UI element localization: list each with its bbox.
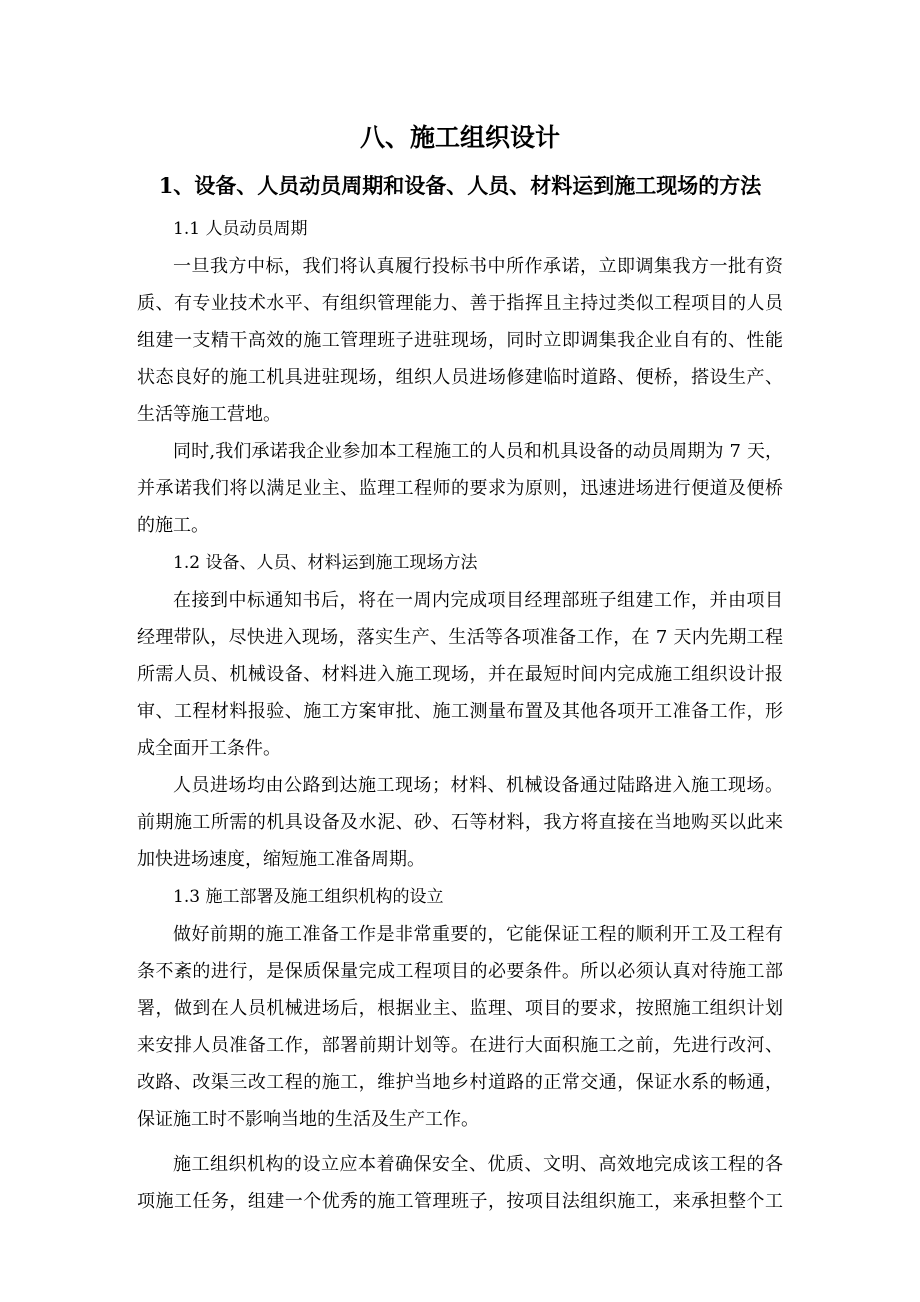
paragraph-3 [137, 582, 783, 767]
paragraph-2 [137, 433, 783, 544]
paragraph-line: 审、工程材料报验、施工方案审批、施工测量布置及其他各项开工准备工作，形 [137, 701, 783, 722]
section-heading: 1、设备、人员动员周期和设备、人员、材料运到施工现场的方法 [158, 173, 762, 198]
paragraph-line: 生活等施工营地。 [137, 404, 281, 425]
paragraph-1 [137, 248, 783, 433]
paragraph-line: 保证施工时不影响当地的生活及生产工作。 [137, 1109, 479, 1130]
paragraph-line: 加快进场速度，缩短施工准备周期。 [137, 849, 425, 870]
subheading-1-2: 1.2 设备、人员、材料运到施工现场方法 [173, 553, 478, 573]
paragraph-line: 成全面开工条件。 [137, 738, 281, 759]
document-title: 八、施工组织设计 [359, 123, 560, 152]
paragraph-line: 署，做到在人员机械进场后，根据业主、监理、项目的要求，按照施工组织计划 [137, 998, 783, 1019]
paragraph-line: 的施工。 [137, 515, 209, 536]
paragraph-line: 同时,我们承诺我企业参加本工程施工的人员和机具设备的动员周期为 7 天， [173, 441, 783, 462]
paragraph-line: 状态良好的施工机具进驻现场，组织人员进场修建临时道路、便桥，搭设生产、 [137, 367, 783, 388]
paragraph-line: 质、有专业技术水平、有组织管理能力、善于指挥且主持过类似工程项目的人员 [137, 293, 783, 314]
subheading-1-1: 1.1 人员动员周期 [173, 219, 308, 239]
paragraph-line: 所需人员、机械设备、材料进入施工现场，并在最短时间内完成施工组织设计报 [137, 664, 783, 685]
paragraph-line: 经理带队，尽快进入现场，落实生产、生活等各项准备工作，在 7 天内先期工程 [137, 627, 783, 648]
paragraph-line: 条不紊的进行，是保质保量完成工程项目的必要条件。所以必须认真对待施工部 [137, 961, 783, 982]
paragraph-line: 施工组织机构的设立应本着确保安全、优质、文明、高效地完成该工程的各 [173, 1154, 783, 1175]
paragraph-line: 做好前期的施工准备工作是非常重要的，它能保证工程的顺利开工及工程有 [173, 924, 783, 945]
paragraph-6 [137, 1146, 783, 1220]
paragraph-line: 前期施工所需的机具设备及水泥、砂、石等材料，我方将直接在当地购买以此来 [137, 812, 783, 833]
paragraph-4 [137, 767, 783, 878]
paragraph-line: 人员进场均由公路到达施工现场；材料、机械设备通过陆路进入施工现场。 [173, 775, 783, 796]
paragraph-line: 项施工任务，组建一个优秀的施工管理班子，按项目法组织施工，来承担整个工 [137, 1191, 783, 1212]
paragraph-5 [137, 916, 783, 1138]
paragraph-line: 在接到中标通知书后，将在一周内完成项目经理部班子组建工作，并由项目 [173, 590, 783, 611]
document-body [137, 210, 783, 1220]
paragraph-line: 来安排人员准备工作，部署前期计划等。在进行大面积施工之前，先进行改河、 [137, 1035, 783, 1056]
paragraph-line: 改路、改渠三改工程的施工，维护当地乡村道路的正常交通，保证水系的畅通， [137, 1072, 783, 1093]
subheading-1-3: 1.3 施工部署及施工组织机构的设立 [173, 887, 444, 907]
paragraph-line: 一旦我方中标，我们将认真履行投标书中所作承诺，立即调集我方一批有资 [173, 256, 783, 277]
paragraph-line: 组建一支精干高效的施工管理班子进驻现场，同时立即调集我企业自有的、性能 [137, 330, 783, 351]
paragraph-line: 并承诺我们将以满足业主、监理工程师的要求为原则，迅速进场进行便道及便桥 [137, 478, 783, 499]
